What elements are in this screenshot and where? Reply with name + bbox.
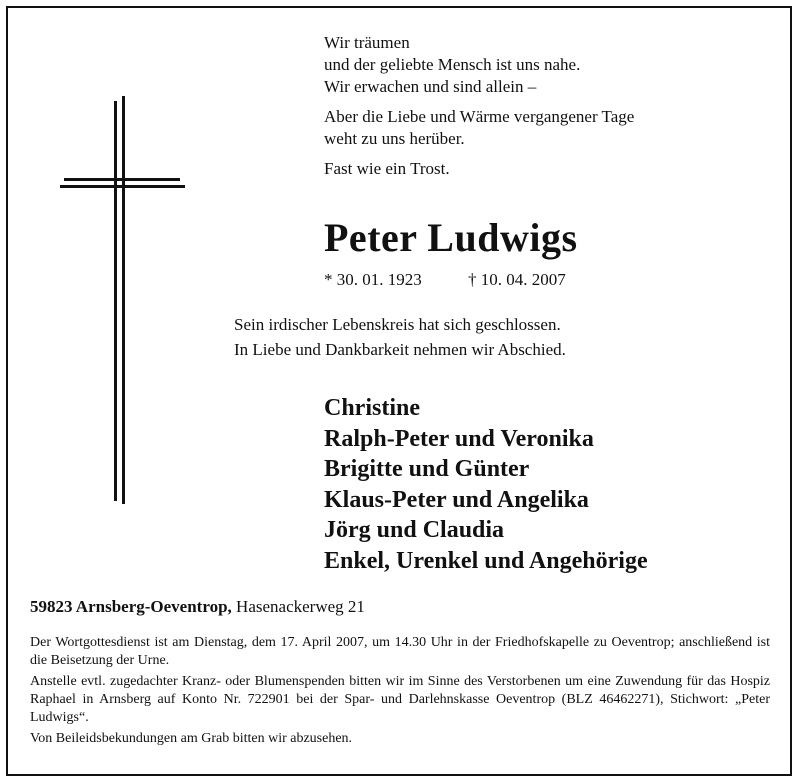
address-city: 59823 Arnsberg-Oeventrop, [30,597,232,616]
life-dates [324,270,566,290]
mourner-name: Jörg und Claudia [324,517,505,543]
poem-line: Aber die Liebe und Wärme vergangener Tage [324,107,635,126]
mourner-name: Enkel, Urenkel und Angehörige [324,547,648,574]
poem-line: Wir träumen [324,33,410,52]
family-address [30,597,365,617]
notice-paragraph: Von Beileidsbekundungen am Grab bitten wir abzusehen. [30,731,353,746]
deceased-name: Peter Ludwigs [324,215,578,260]
poem-line: Fast wie ein Trost. [324,159,450,178]
mourner-name: Klaus-Peter und Angelika [324,486,589,513]
notice-paragraph: Der Wortgottesdienst ist am Dienstag, dem 17. April 2007, um 14.30 Uhr in der Friedhofskapelle zu Oeventrop; anschließend ist die Beisetzung der Urne. [30,635,770,668]
address-street: Hasenackerweg 21 [236,597,365,616]
notice-paragraph: Anstelle evtl. zugedachter Kranz- oder Blumenspenden bitten wir im Sinne des Verstorbenen um eine Zuwendung für das Hospiz Raphael in Arnsberg auf Konto Nr. 722901 bei der Spar- und Darlehnskasse Oeventrop (BLZ 46462271), Stichwort: „Peter Ludwigs“. [30,674,770,725]
birth-date: * 30. 01. 1923 [324,270,422,289]
epitaph-line: Sein irdischer Lebenskreis hat sich geschlossen. [234,315,561,334]
mourner-name: Ralph-Peter und Veronika [324,425,594,452]
epitaph-line: In Liebe und Dankbarkeit nehmen wir Abschied. [234,340,566,359]
death-date: † 10. 04. 2007 [468,270,566,289]
mourner-name: Christine [324,395,420,421]
poem-line: und der geliebte Mensch ist uns nahe. [324,55,581,74]
mourners-list [324,393,648,576]
poem-line: weht zu uns herüber. [324,129,465,148]
funeral-notice [30,634,770,748]
poem [324,32,634,180]
mourner-name: Brigitte und Günter [324,456,530,482]
poem-line: Wir erwachen und sind allein – [324,77,537,96]
epitaph [234,312,566,362]
